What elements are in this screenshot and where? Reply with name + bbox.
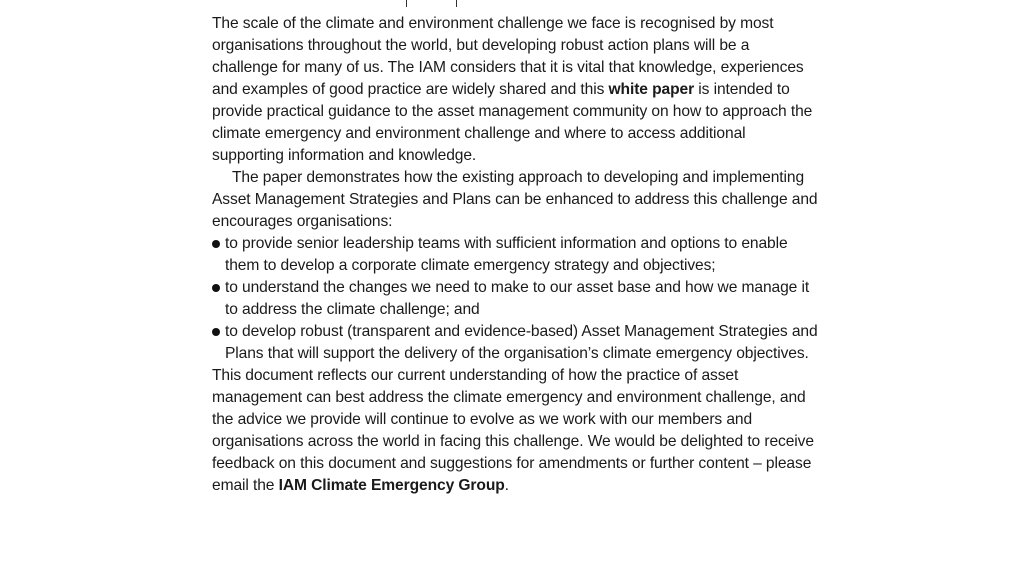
list-item: [212, 233, 818, 277]
closing-text-part1: This document reflects our current understanding of how the practice of asset management can best address the climate emergency and environment challenge, and the advice we provide will continue to evolve as we work with our members and organisations across the world in facing this challenge. We would be delighted to receive feedback on this document and suggestions for amendments or further content – please email the: [212, 367, 814, 494]
bullet-icon: [212, 284, 220, 292]
climate-group-link[interactable]: IAM Climate Emergency Group: [278, 477, 505, 494]
intro-paragraph: [212, 13, 818, 167]
list-item-text: to provide senior leadership teams with sufficient information and options to enable them to develop a corporate climate emergency strategy and objectives;: [225, 235, 788, 274]
top-mark-right: [456, 0, 457, 7]
list-item-text: to develop robust (transparent and evidence-based) Asset Management Strategies and Plans that will support the delivery of the organisation’s climate emergency objectives.: [225, 323, 818, 362]
closing-paragraph: [212, 365, 818, 497]
closing-text-part2: .: [504, 477, 509, 494]
approach-paragraph: The paper demonstrates how the existing approach to developing and implementing Asset Management Strategies and Plans can be enhanced to address this challenge and encourages organisations:: [212, 169, 818, 230]
white-paper-emphasis: white paper: [608, 81, 695, 98]
list-item: [212, 277, 818, 321]
bullet-icon: [212, 328, 220, 336]
intro-text-part2: is intended to provide practical guidance to the asset management community on how to approach the climate emergency and environment challenge and where to access additional supporting information and knowledge.: [212, 81, 813, 164]
top-mark-left: [406, 0, 407, 7]
intro-text-part1: The scale of the climate and environment challenge we face is recognised by most organisations throughout the world, but developing robust action plans will be a challenge for many of us. The IAM considers that it is vital that knowledge, experiences and examples of good practice are widely shared and this: [212, 15, 804, 98]
list-item-text: to understand the changes we need to make to our asset base and how we manage it to address the climate challenge; and: [225, 279, 810, 318]
top-edge-marks: [406, 0, 456, 8]
list-item: [212, 321, 818, 365]
bullet-icon: [212, 240, 220, 248]
document-body: [212, 13, 818, 497]
objectives-list: [212, 233, 818, 365]
